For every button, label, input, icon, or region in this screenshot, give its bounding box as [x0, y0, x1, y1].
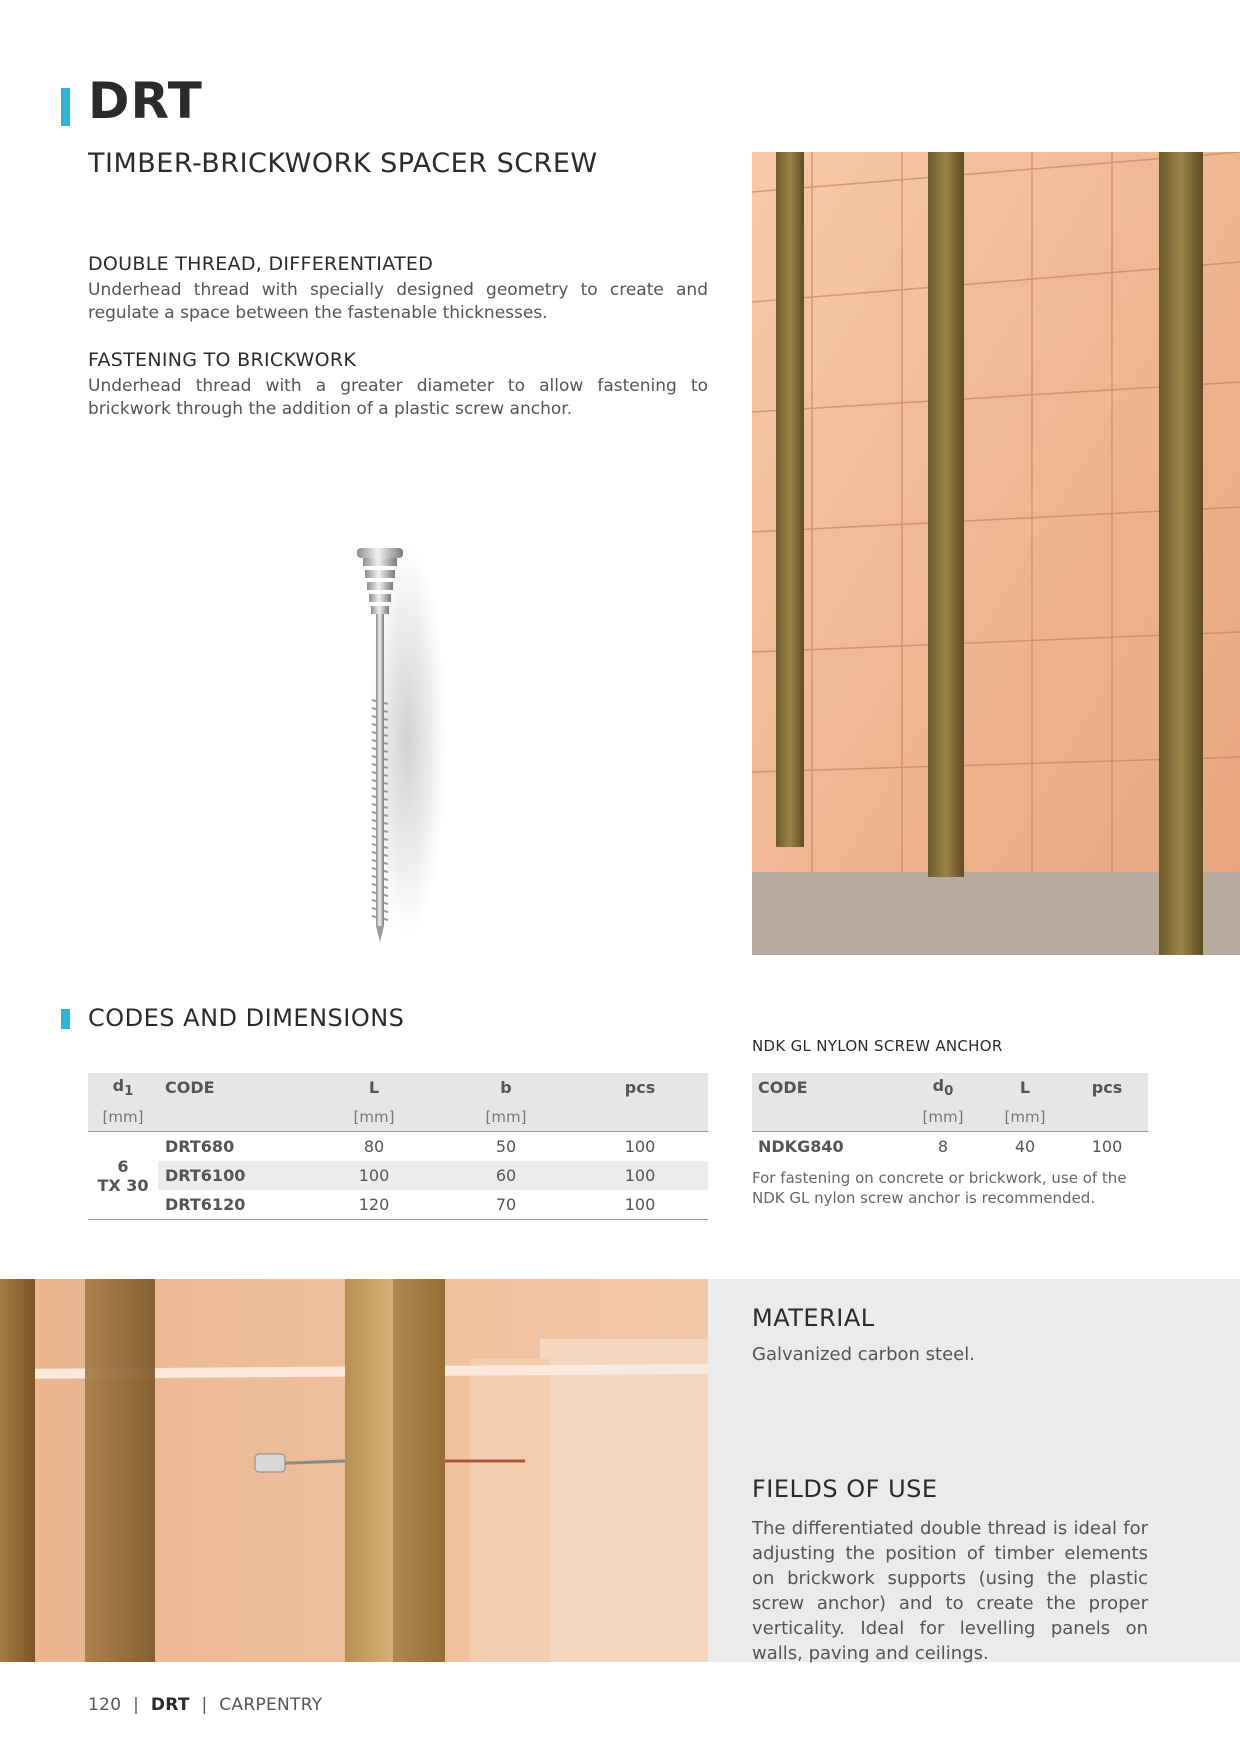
page-footer: [88, 1695, 322, 1715]
feature-title-double-thread: DOUBLE THREAD, DIFFERENTIATED: [88, 253, 434, 275]
table-row: [88, 1132, 708, 1162]
timber-brickwork-wall-photo: [752, 152, 1240, 955]
table-row: [752, 1132, 1148, 1162]
table-row: [88, 1190, 708, 1220]
unit-d1: [mm]: [88, 1102, 158, 1132]
footer-category: CARPENTRY: [219, 1695, 323, 1715]
b-cell: 50: [495, 1137, 517, 1156]
ndk-pcs-cell: 100: [1091, 1137, 1123, 1156]
L-cell: 100: [308, 1161, 440, 1190]
unit-L: [mm]: [308, 1102, 440, 1132]
material-title: MATERIAL: [752, 1304, 875, 1332]
ndk-d0-cell: 8: [937, 1137, 949, 1156]
table-row: [88, 1161, 708, 1190]
code-cell: DRT6100: [158, 1161, 308, 1190]
ndk-col-header-d0: $d_0$: [902, 1073, 984, 1102]
material-body: Galvanized carbon steel.: [752, 1344, 975, 1365]
col-header-b: b: [440, 1073, 572, 1102]
screw-product-image: [345, 540, 455, 955]
b-cell: 60: [440, 1161, 572, 1190]
footer-separator: |: [201, 1695, 208, 1715]
codes-accent-bar: [61, 1009, 70, 1029]
ndk-unit-L: [mm]: [984, 1102, 1066, 1132]
screw-in-timber-closeup-photo: [0, 1279, 708, 1662]
feature-title-fastening: FASTENING TO BRICKWORK: [88, 349, 357, 371]
title-accent-bar: [61, 88, 70, 126]
footer-product: DRT: [150, 1695, 190, 1715]
L-cell: 120: [308, 1190, 440, 1220]
b-cell: 70: [440, 1190, 572, 1220]
ndk-col-header-pcs: pcs: [1066, 1073, 1148, 1102]
d1-drive-cell: [88, 1132, 158, 1220]
page-number: 120: [88, 1695, 122, 1715]
L-cell: 80: [363, 1137, 385, 1156]
ndk-unit-d0: [mm]: [902, 1102, 984, 1132]
pcs-cell: 100: [624, 1137, 656, 1156]
pcs-cell: 100: [572, 1161, 708, 1190]
unit-b: [mm]: [440, 1102, 572, 1132]
ndk-note: For fastening on concrete or brickwork, use of the NDK GL nylon screw anchor is recommended.: [752, 1169, 1127, 1207]
footer-separator: |: [133, 1695, 140, 1715]
col-header-L: L: [308, 1073, 440, 1102]
page-subtitle: TIMBER-BRICKWORK SPACER SCREW: [88, 148, 598, 179]
codes-section-title: CODES AND DIMENSIONS: [88, 1004, 405, 1032]
code-cell: DRT680: [165, 1137, 235, 1156]
feature-body-double-thread: Underhead thread with specially designed geometry to create and regulate a space between the fastenable thicknesses.: [88, 280, 708, 323]
ndk-table: [752, 1073, 1148, 1161]
feature-body-fastening: Underhead thread with a greater diameter to allow fastening to brickwork through the addition of a plastic screw anchor.: [88, 376, 708, 419]
col-header-code: CODE: [158, 1073, 308, 1102]
col-header-d1: $d_1$: [88, 1073, 158, 1102]
ndk-title: NDK GL NYLON SCREW ANCHOR: [752, 1037, 1003, 1055]
col-header-pcs: pcs: [572, 1073, 708, 1102]
code-cell: DRT6120: [158, 1190, 308, 1220]
ndk-L-cell: 40: [1014, 1137, 1036, 1156]
drive-value: TX 30: [97, 1175, 149, 1195]
fields-of-use-title: FIELDS OF USE: [752, 1475, 938, 1503]
fields-of-use-body: The differentiated double thread is ideal for adjusting the position of timber elements on brickwork supports (using the plastic screw anchor) and to create the proper verticality. Ideal for levelling panels on walls, paving and ceilings.: [752, 1518, 1148, 1664]
ndk-col-header-code: CODE: [752, 1073, 902, 1102]
pcs-cell: 100: [572, 1190, 708, 1220]
ndk-col-header-L: L: [984, 1073, 1066, 1102]
ndk-code-cell: NDKG840: [758, 1137, 844, 1156]
codes-table: [88, 1073, 708, 1220]
d1-value: 6: [117, 1156, 129, 1176]
page-title: DRT: [88, 72, 203, 130]
